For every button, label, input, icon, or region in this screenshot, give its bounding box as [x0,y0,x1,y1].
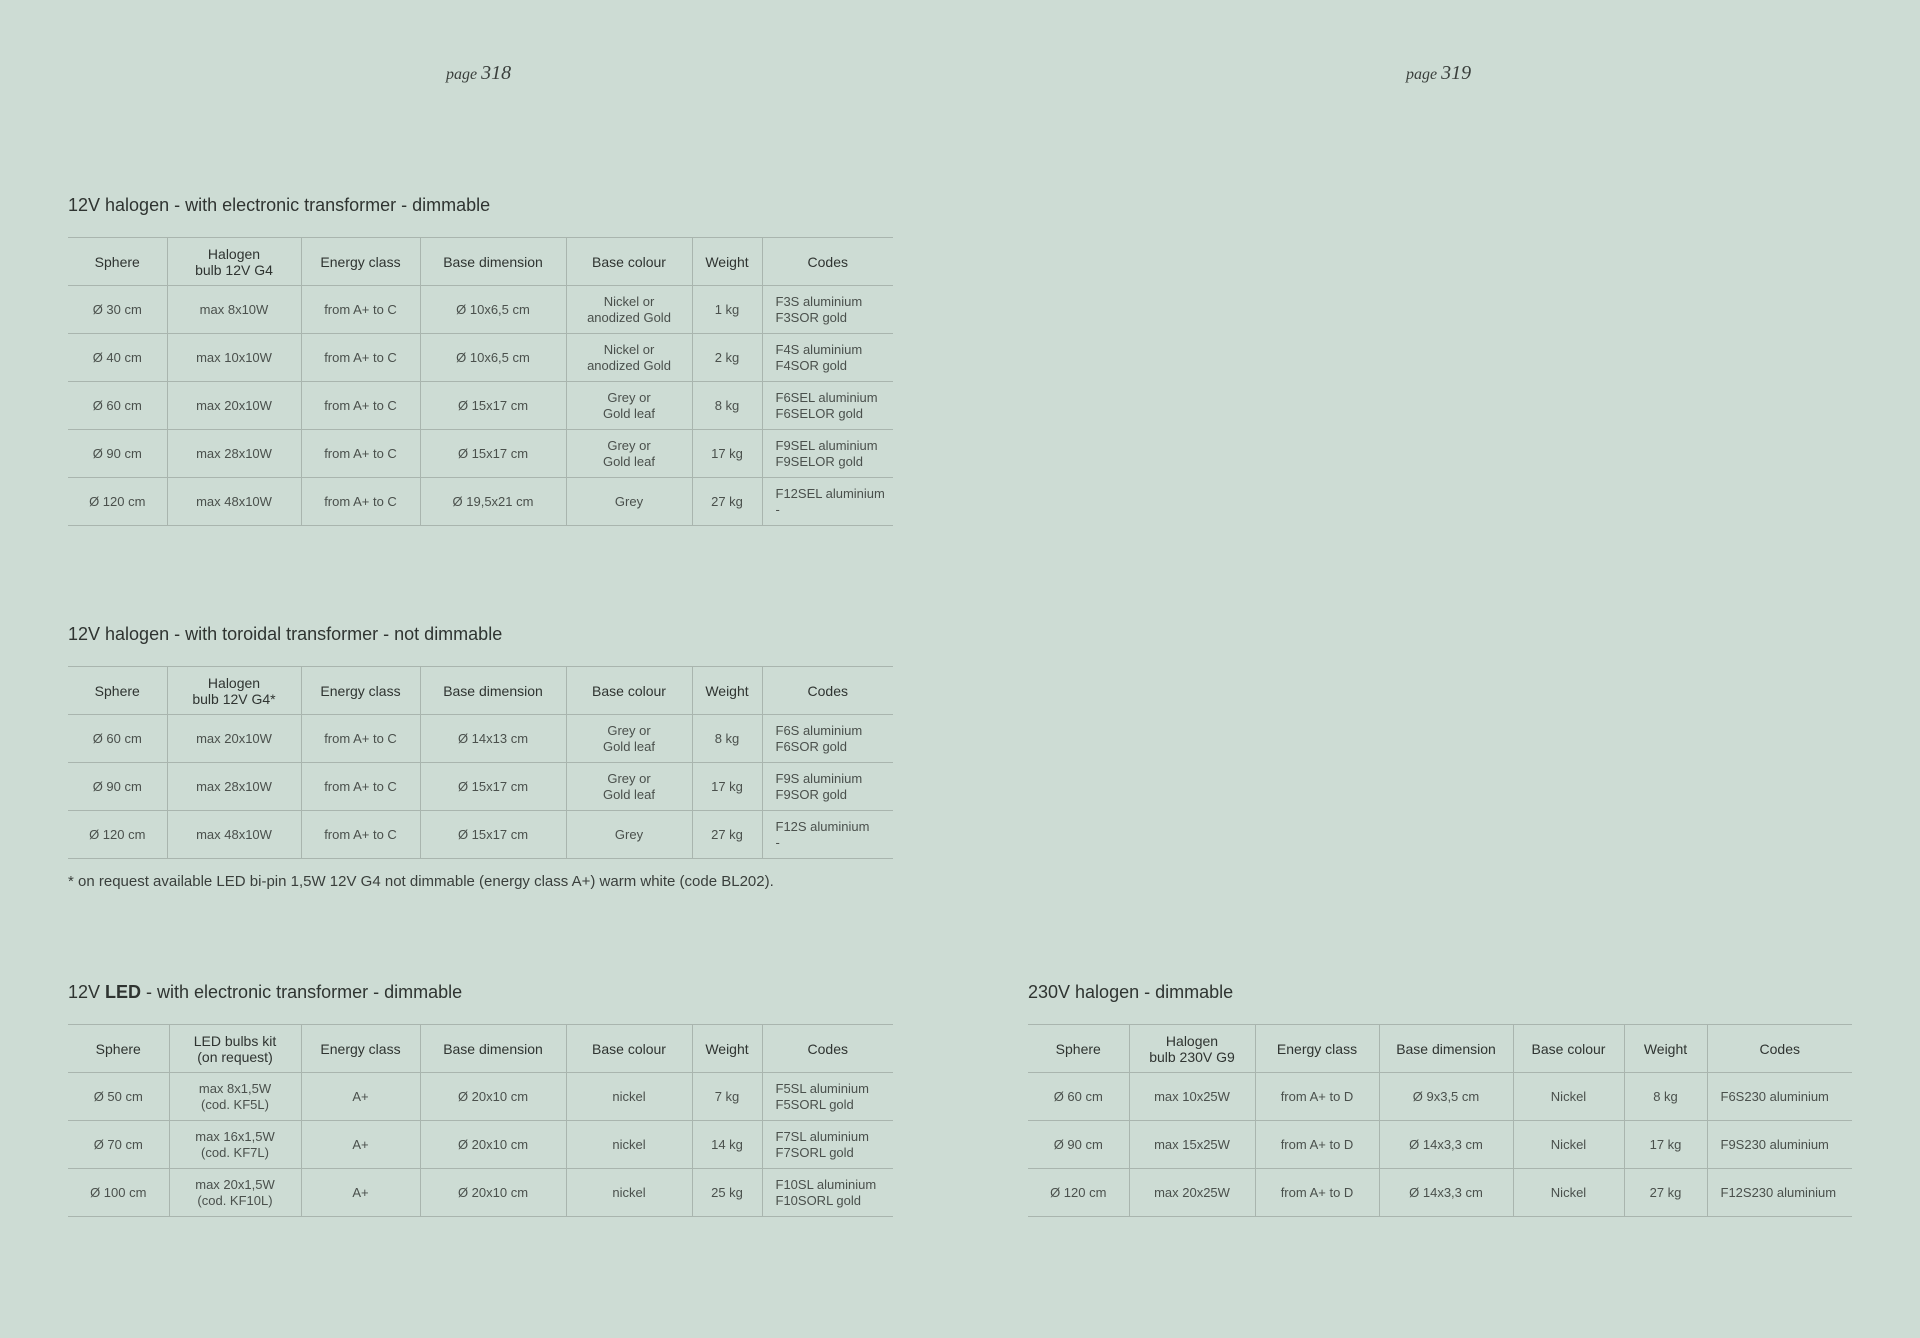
page-number-left [446,62,511,85]
table-header-row [68,667,893,715]
table-cell: max 28x10W [167,430,301,478]
table-cell: max 20x10W [167,715,301,763]
table-row [68,1169,893,1217]
table-cell: nickel [566,1169,692,1217]
column-header: Base colour [566,667,692,715]
table-cell: Grey or Gold leaf [566,382,692,430]
table-cell: max 20x10W [167,382,301,430]
column-header: Weight [1624,1025,1707,1073]
table-cell: F12SEL aluminium - [762,478,893,526]
table-cell: 17 kg [1624,1121,1707,1169]
table-cell: 25 kg [692,1169,762,1217]
table-cell: 8 kg [1624,1073,1707,1121]
table-cell: from A+ to D [1255,1169,1379,1217]
table-cell: F12S aluminium - [762,811,893,859]
table-cell: Ø 14x3,3 cm [1379,1121,1513,1169]
table-cell: Ø 9x3,5 cm [1379,1073,1513,1121]
table-cell: Grey or Gold leaf [566,763,692,811]
column-header: Base colour [566,238,692,286]
section-title [68,982,893,1002]
table-cell: F4S aluminium F4SOR gold [762,334,893,382]
table-cell: from A+ to C [301,811,420,859]
table-cell: Ø 20x10 cm [420,1121,566,1169]
table-cell: 17 kg [692,763,762,811]
table-cell: 7 kg [692,1073,762,1121]
table-cell: F5SL aluminium F5SORL gold [762,1073,893,1121]
column-header: Base colour [566,1025,692,1073]
column-header: Halogen bulb 12V G4* [167,667,301,715]
table-cell: max 28x10W [167,763,301,811]
table-cell: F6S aluminium F6SOR gold [762,715,893,763]
title-led-bold: LED [105,982,142,1002]
table-cell: max 15x25W [1129,1121,1255,1169]
table-cell: Ø 14x3,3 cm [1379,1169,1513,1217]
column-header: Sphere [1028,1025,1129,1073]
table-cell: Ø 15x17 cm [420,763,566,811]
table-cell: F10SL aluminium F10SORL gold [762,1169,893,1217]
table-row [68,1121,893,1169]
column-header: Weight [692,238,762,286]
column-header: Energy class [301,238,420,286]
table-row [68,478,893,526]
table-cell: Grey or Gold leaf [566,430,692,478]
column-header: Base dimension [420,238,566,286]
column-header: Base colour [1513,1025,1624,1073]
table-cell: Grey [566,811,692,859]
table-cell: Ø 120 cm [68,811,167,859]
table-row [68,1073,893,1121]
table-row [1028,1121,1852,1169]
table-cell: from A+ to C [301,763,420,811]
page-number-right [1406,62,1471,85]
table-row [68,430,893,478]
table-cell: from A+ to C [301,382,420,430]
table-cell: Ø 100 cm [68,1169,169,1217]
table-cell: Nickel [1513,1169,1624,1217]
column-header: Sphere [68,667,167,715]
column-header: Codes [1707,1025,1852,1073]
table-cell: Ø 90 cm [1028,1121,1129,1169]
table-row [68,763,893,811]
column-header: Codes [762,667,893,715]
table-cell: max 10x25W [1129,1073,1255,1121]
table-row [68,286,893,334]
table-cell: from A+ to C [301,478,420,526]
table-cell: from A+ to C [301,286,420,334]
table-cell: from A+ to C [301,715,420,763]
title-part: - with electronic transformer - dimmable [141,982,463,1002]
column-header: Base dimension [420,667,566,715]
table-cell: Ø 60 cm [68,382,167,430]
table-cell: 14 kg [692,1121,762,1169]
table-cell: Ø 120 cm [1028,1169,1129,1217]
spec-table [68,237,893,526]
table-cell: max 8x10W [167,286,301,334]
table-cell: from A+ to D [1255,1121,1379,1169]
column-header: Codes [762,238,893,286]
table-cell: nickel [566,1073,692,1121]
table-row [68,715,893,763]
table-cell: Nickel or anodized Gold [566,334,692,382]
section-230v-halogen [1028,982,1852,1217]
table-cell: 8 kg [692,715,762,763]
column-header: Weight [692,1025,762,1073]
table-row [68,334,893,382]
section-12v-halogen-electronic [68,195,893,526]
column-header: Energy class [1255,1025,1379,1073]
table-cell: 27 kg [1624,1169,1707,1217]
table-cell: max 8x1,5W (cod. KF5L) [169,1073,301,1121]
column-header: Base dimension [420,1025,566,1073]
table-cell: F6S230 aluminium [1707,1073,1852,1121]
section-title: 12V halogen - with toroidal transformer - not dimmable [68,624,503,644]
table-cell: F12S230 aluminium [1707,1169,1852,1217]
table-cell: Ø 20x10 cm [420,1169,566,1217]
table-cell: Ø 19,5x21 cm [420,478,566,526]
column-header: LED bulbs kit (on request) [169,1025,301,1073]
table-cell: Ø 10x6,5 cm [420,334,566,382]
column-header: Halogen bulb 230V G9 [1129,1025,1255,1073]
table-cell: Nickel [1513,1121,1624,1169]
table-cell: from A+ to C [301,430,420,478]
table-cell: F9S230 aluminium [1707,1121,1852,1169]
table-cell: max 16x1,5W (cod. KF7L) [169,1121,301,1169]
column-header: Energy class [301,1025,420,1073]
column-header: Codes [762,1025,893,1073]
table-cell: 17 kg [692,430,762,478]
table-cell: Ø 14x13 cm [420,715,566,763]
table-cell: Ø 10x6,5 cm [420,286,566,334]
footnote: * on request available LED bi-pin 1,5W 12V G4 not dimmable (energy class A+) warm white (code BL202). [68,873,774,890]
table-cell: Ø 90 cm [68,430,167,478]
table-cell: 1 kg [692,286,762,334]
table-cell: F9S aluminium F9SOR gold [762,763,893,811]
table-cell: from A+ to D [1255,1073,1379,1121]
table-row [68,811,893,859]
table-cell: 8 kg [692,382,762,430]
page-number: 319 [1441,62,1472,84]
table-cell: F3S aluminium F3SOR gold [762,286,893,334]
section-title: 12V halogen - with electronic transformer - dimmable [68,195,491,215]
table-cell: 27 kg [692,811,762,859]
spec-table [68,1024,893,1217]
table-cell: Ø 15x17 cm [420,811,566,859]
table-cell: 2 kg [692,334,762,382]
column-header: Sphere [68,238,167,286]
table-cell: Grey or Gold leaf [566,715,692,763]
table-cell: Ø 120 cm [68,478,167,526]
table-cell: 27 kg [692,478,762,526]
section-12v-halogen-toroidal [68,624,893,890]
table-cell: from A+ to C [301,334,420,382]
section-12v-led-electronic [68,982,893,1217]
table-cell: Ø 60 cm [1028,1073,1129,1121]
page-label: page [1406,66,1438,83]
section-title: 230V halogen - dimmable [1028,982,1234,1002]
table-cell: Grey [566,478,692,526]
column-header: Halogen bulb 12V G4 [167,238,301,286]
table-header-row [1028,1025,1852,1073]
table-cell: max 20x25W [1129,1169,1255,1217]
table-row [68,382,893,430]
table-cell: Ø 15x17 cm [420,430,566,478]
column-header: Base dimension [1379,1025,1513,1073]
table-cell: A+ [301,1169,420,1217]
spec-table [68,666,893,859]
table-cell: nickel [566,1121,692,1169]
page-label: page [446,66,478,83]
column-header: Sphere [68,1025,169,1073]
table-cell: Ø 20x10 cm [420,1073,566,1121]
table-cell: max 20x1,5W (cod. KF10L) [169,1169,301,1217]
table-cell: Ø 15x17 cm [420,382,566,430]
table-cell: Ø 70 cm [68,1121,169,1169]
table-header-row [68,238,893,286]
table-header-row [68,1025,893,1073]
spec-table [1028,1024,1852,1217]
table-cell: Ø 30 cm [68,286,167,334]
table-cell: max 10x10W [167,334,301,382]
column-header: Energy class [301,667,420,715]
table-cell: F6SEL aluminium F6SELOR gold [762,382,893,430]
table-cell: Ø 90 cm [68,763,167,811]
table-cell: A+ [301,1121,420,1169]
table-row [1028,1169,1852,1217]
table-cell: A+ [301,1073,420,1121]
table-row [1028,1073,1852,1121]
title-part: 12V [68,982,106,1002]
column-header: Weight [692,667,762,715]
table-cell: Nickel [1513,1073,1624,1121]
table-cell: max 48x10W [167,811,301,859]
table-cell: Ø 40 cm [68,334,167,382]
table-cell: Ø 60 cm [68,715,167,763]
table-cell: max 48x10W [167,478,301,526]
page-number: 318 [481,62,512,84]
table-cell: Ø 50 cm [68,1073,169,1121]
table-cell: F9SEL aluminium F9SELOR gold [762,430,893,478]
table-cell: Nickel or anodized Gold [566,286,692,334]
table-cell: F7SL aluminium F7SORL gold [762,1121,893,1169]
